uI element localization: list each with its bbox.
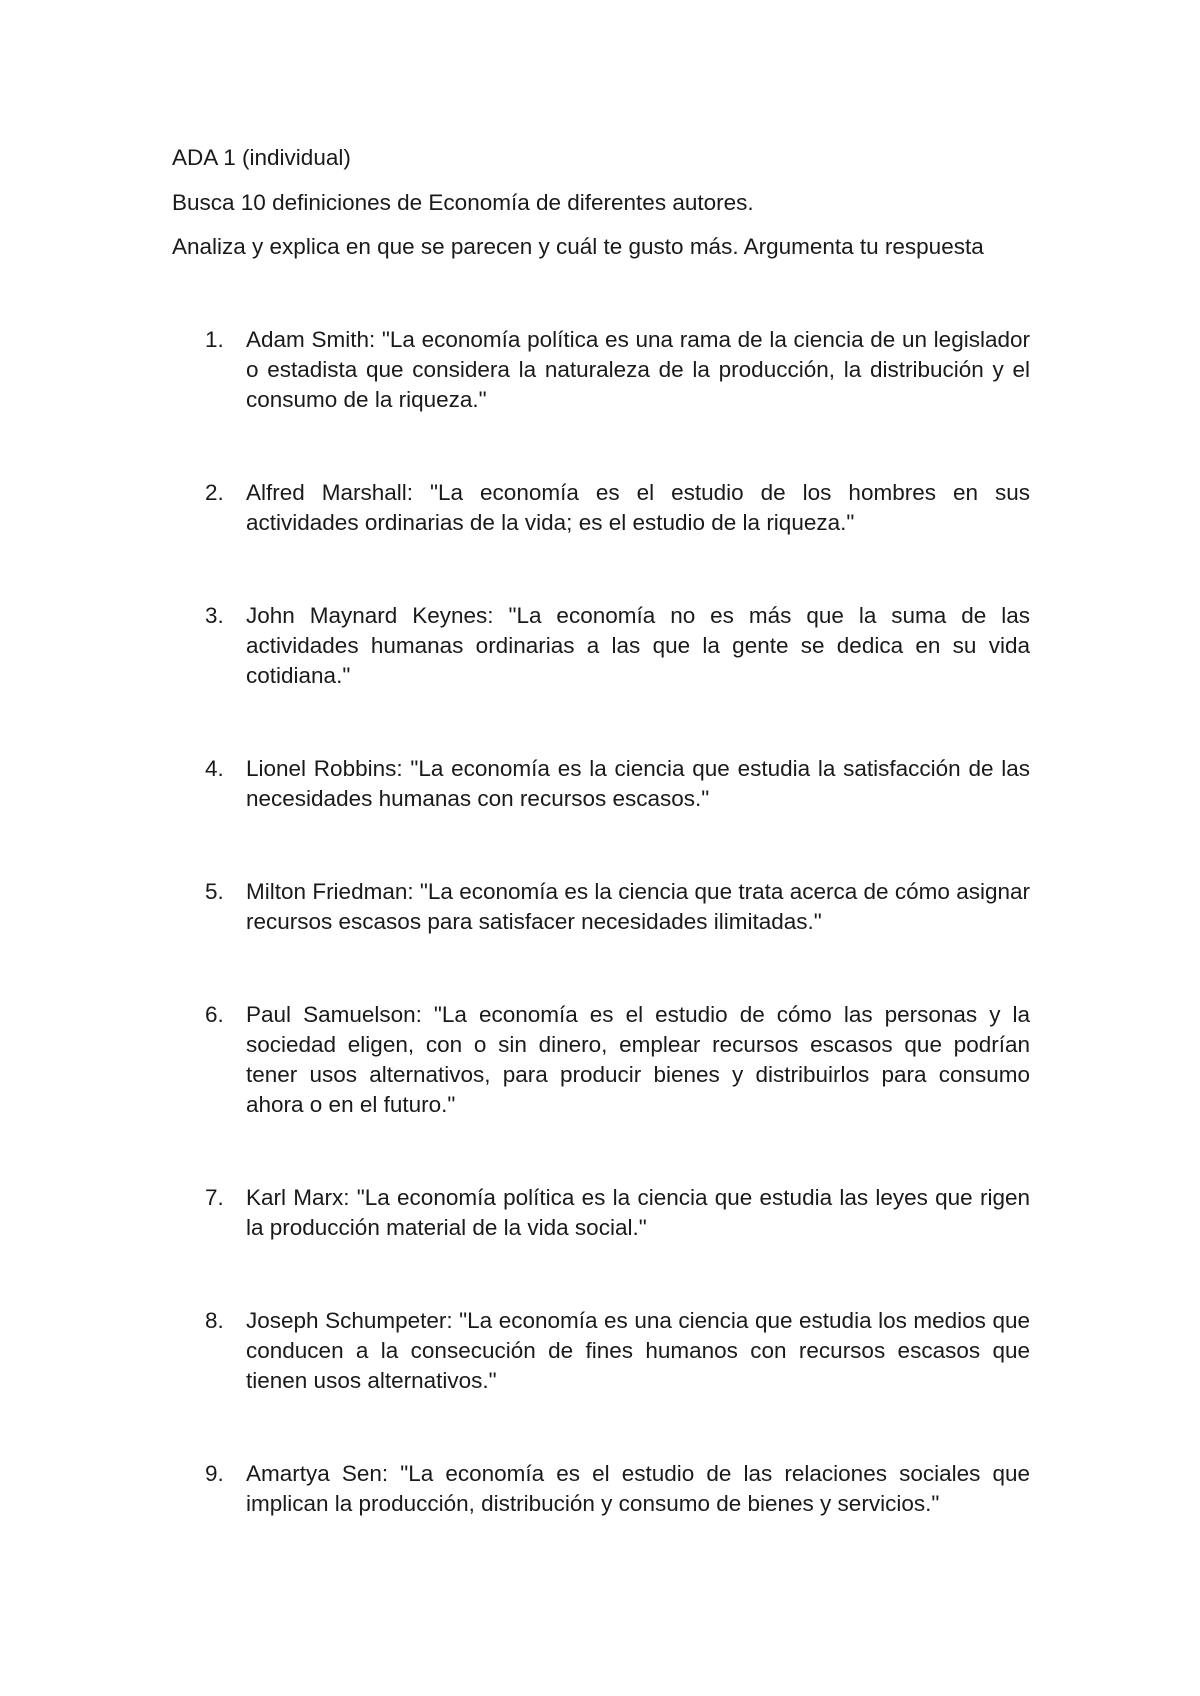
definition-item [172, 1183, 1030, 1243]
definition-text: Lionel Robbins: "La economía es la ciencia que estudia la satisfacción de las necesidades humanas con recursos escasos." [246, 756, 1030, 811]
definition-text: Joseph Schumpeter: "La economía es una ciencia que estudia los medios que conducen a la consecución de fines humanos con recursos escasos que tienen usos alternativos." [246, 1308, 1030, 1393]
definition-number: 2. [205, 480, 224, 505]
document-title: ADA 1 (individual) [172, 145, 351, 170]
definition-number: 8. [205, 1308, 224, 1333]
definition-text: Amartya Sen: "La economía es el estudio de las relaciones sociales que implican la producción, distribución y consumo de bienes y servicios." [246, 1461, 1030, 1516]
definition-text: Milton Friedman: "La economía es la ciencia que trata acerca de cómo asignar recursos escasos para satisfacer necesidades ilimitadas." [246, 879, 1030, 934]
definition-text: Karl Marx: "La economía política es la ciencia que estudia las leyes que rigen la producción material de la vida social." [246, 1185, 1030, 1240]
definition-number: 6. [205, 1002, 224, 1027]
definition-item [172, 1306, 1030, 1396]
definition-number: 1. [205, 327, 224, 352]
definition-text: Alfred Marshall: "La economía es el estudio de los hombres en sus actividades ordinarias de la vida; es el estudio de la riqueza." [246, 480, 1030, 535]
definition-item [172, 754, 1030, 814]
instruction-analyze: Analiza y explica en que se parecen y cuál te gusto más. Argumenta tu respuesta [172, 234, 984, 259]
definition-item [172, 1459, 1030, 1519]
document-page [172, 143, 1030, 1582]
definition-text: John Maynard Keynes: "La economía no es más que la suma de las actividades humanas ordinarias a las que la gente se dedica en su vida cotidiana." [246, 603, 1030, 688]
definition-number: 9. [205, 1461, 224, 1486]
definition-item [172, 877, 1030, 937]
instruction-search: Busca 10 definiciones de Economía de diferentes autores. [172, 190, 754, 215]
definition-item [172, 478, 1030, 538]
definition-number: 3. [205, 603, 224, 628]
definition-item [172, 1000, 1030, 1120]
definition-item [172, 601, 1030, 691]
definition-text: Adam Smith: "La economía política es una rama de la ciencia de un legislador o estadista que considera la naturaleza de la producción, la distribución y el consumo de la riqueza." [246, 327, 1030, 412]
definition-number: 7. [205, 1185, 224, 1210]
definition-text: Paul Samuelson: "La economía es el estudio de cómo las personas y la sociedad eligen, con o sin dinero, emplear recursos escasos que podrían tener usos alternativos, para producir bienes y distribuirlos para consumo ahora o en el futuro." [246, 1002, 1030, 1117]
definition-number: 4. [205, 756, 224, 781]
definition-number: 5. [205, 879, 224, 904]
definition-item [172, 325, 1030, 415]
definitions-list [172, 325, 1030, 1519]
